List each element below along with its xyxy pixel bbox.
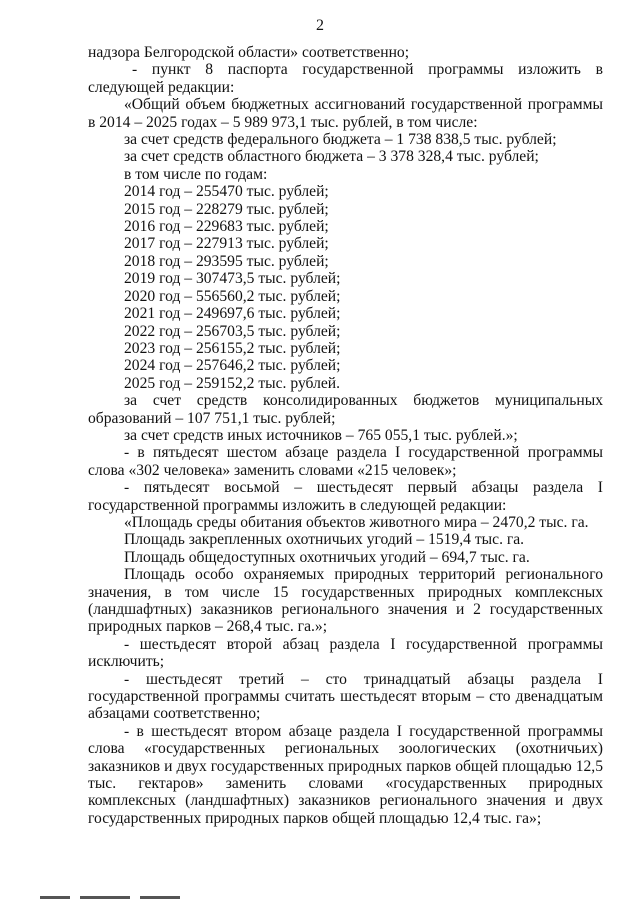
paragraph: - шестьдесят третий – сто тринадцатый абзацы раздела I государственной программы считать шестьдесят вторым – сто двенадцатым абзацами соответственно; — [88, 670, 603, 723]
paragraph: за счет средств консолидированных бюджетов муниципальных образований – 107 751,1 тыс. рублей; — [88, 392, 603, 427]
document-body — [88, 44, 603, 827]
paragraph: 2025 год – 259152,2 тыс. рублей. — [124, 374, 341, 392]
scan-artifact — [140, 896, 180, 899]
paragraph: 2017 год – 227913 тыс. рублей; — [124, 235, 329, 253]
paragraph: за счет средств иных источников – 765 055,1 тыс. рублей.»; — [124, 426, 518, 444]
paragraph: - в пятьдесят шестом абзаце раздела I государственной программы слова «302 человека» заменить словами «215 человек»; — [88, 444, 603, 479]
paragraph: - пятьдесят восьмой – шестьдесят первый абзацы раздела I государственной программы изложить в следующей редакции: — [88, 479, 603, 514]
paragraph: Площадь особо охраняемых природных территорий регионального значения, в том числе 15 государственных природных комплексных (ландшафтных) заказников регионального значения и 2 государственных природных парков – 268,4 тыс. га.»; — [88, 566, 603, 636]
paragraph: 2019 год – 307473,5 тыс. рублей; — [124, 270, 341, 288]
paragraph: «Общий объем бюджетных ассигнований государственной программы в 2014 – 2025 годах – 5 989 973,1 тыс. рублей, в том числе: — [88, 96, 603, 131]
paragraph: - пункт 8 паспорта государственной программы изложить в следующей редакции: — [88, 61, 603, 96]
scan-artifact — [40, 896, 70, 899]
paragraph: за счет средств областного бюджета – 3 378 328,4 тыс. рублей; — [124, 148, 539, 166]
paragraph: 2020 год – 556560,2 тыс. рублей; — [124, 287, 341, 305]
paragraph: 2015 год – 228279 тыс. рублей; — [124, 200, 329, 218]
paragraph: - в шестьдесят втором абзаце раздела I государственной программы слова «государственных региональных зоологических (охотничьих) заказников и двух государственных природных парков общей площадью 12,5 тыс. гектаров» заменить словами «государственных природных комплексных (ландшафтных) заказников регионального значения и двух государственных природных парков общей площадью 12,4 тыс. га»; — [88, 722, 603, 827]
paragraph: за счет средств федерального бюджета – 1 738 838,5 тыс. рублей; — [124, 131, 557, 149]
paragraph: 2022 год – 256703,5 тыс. рублей; — [124, 322, 341, 340]
scan-artifact — [80, 896, 130, 899]
paragraph: Площадь закрепленных охотничьих угодий – 1519,4 тыс. га. — [124, 531, 525, 549]
paragraph: 2014 год – 255470 тыс. рублей; — [124, 183, 329, 201]
paragraph: 2016 год – 229683 тыс. рублей; — [124, 218, 329, 236]
paragraph: 2021 год – 249697,6 тыс. рублей; — [124, 305, 341, 323]
paragraph: «Площадь среды обитания объектов животного мира – 2470,2 тыс. га. — [124, 513, 589, 531]
paragraph: Площадь общедоступных охотничьих угодий – 694,7 тыс. га. — [124, 548, 530, 566]
paragraph: - шестьдесят второй абзац раздела I государственной программы исключить; — [88, 635, 603, 671]
paragraph: в том числе по годам: — [124, 165, 268, 183]
paragraph: 2018 год – 293595 тыс. рублей; — [124, 252, 329, 270]
page-number: 2 — [316, 17, 324, 34]
paragraph: 2023 год – 256155,2 тыс. рублей; — [124, 339, 341, 357]
paragraph: надзора Белгородской области» соответственно; — [88, 44, 410, 61]
paragraph: 2024 год – 257646,2 тыс. рублей; — [124, 357, 341, 375]
